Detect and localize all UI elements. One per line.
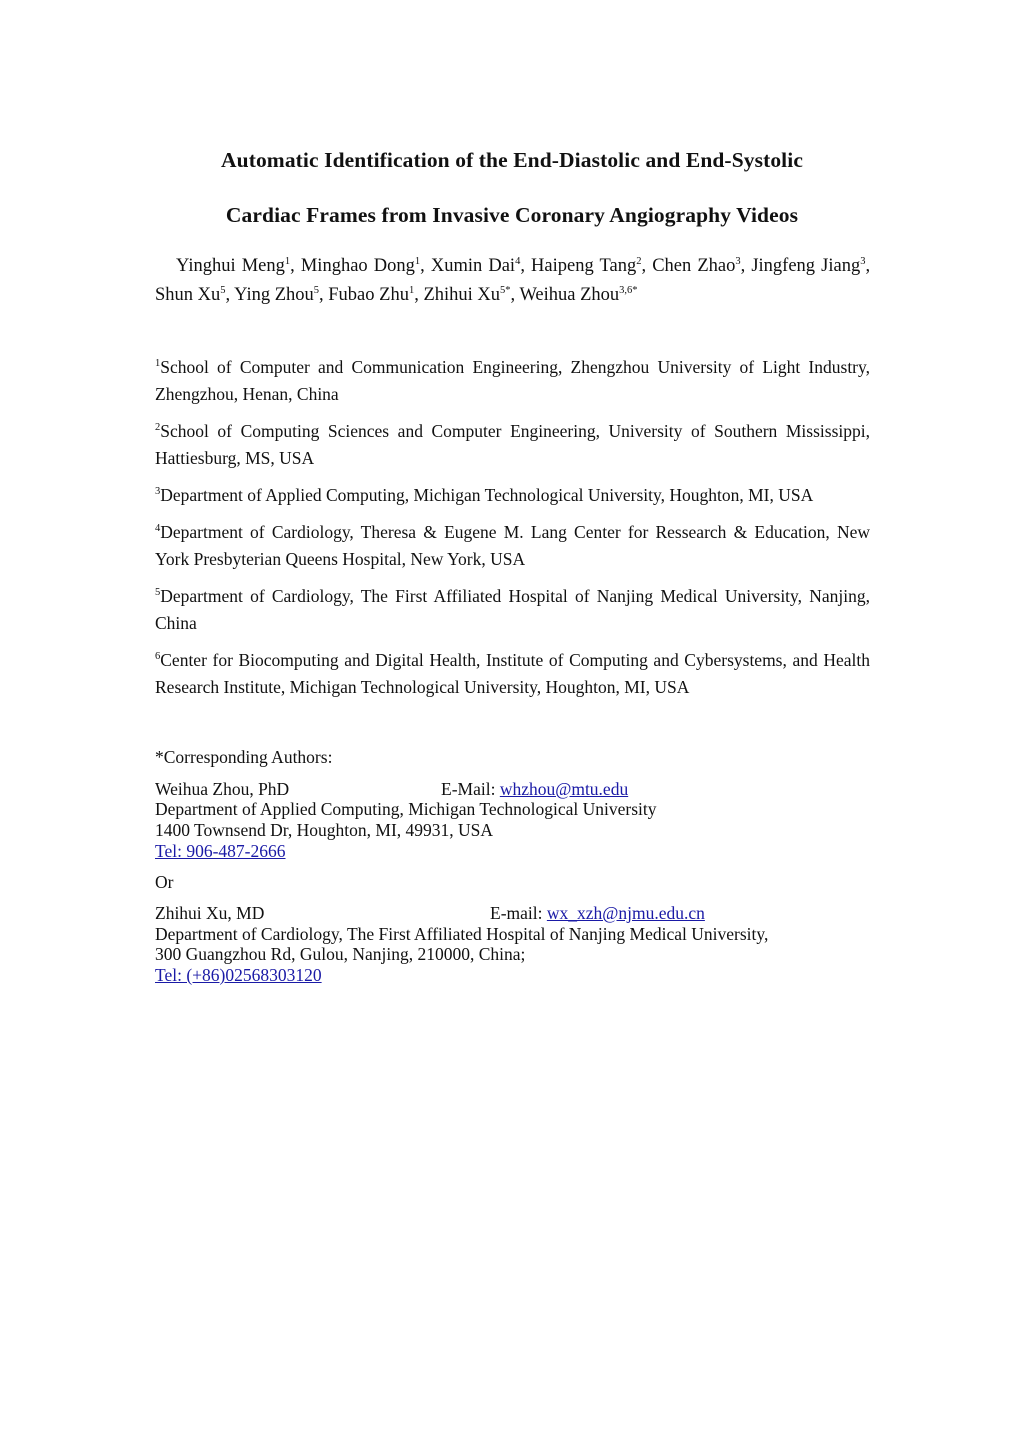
affiliation-3: $^3$Department of Applied Computing, Michigan Technological University, Houghton, MI, USA xyxy=(155,485,814,505)
author: Yinghui Meng$^1$, xyxy=(176,256,301,276)
corresponding-author-2-name: Zhihui Xu, MD xyxy=(155,903,265,923)
corresponding-author-2-address: 300 Guangzhou Rd, Gulou, Nanjing, 210000, China; xyxy=(155,944,526,964)
corresponding-author-1-email-row: E-Mail: whzhou@mtu.edu xyxy=(441,779,629,799)
tel-link-author-1[interactable]: Tel: 906-487-2666 xyxy=(155,841,286,861)
affiliation-6: $^6$Center for Biocomputing and Digital Health, Institute of Computing and Cybersystems, and Health Research Institute, Michigan Technological University, Houghton, MI, USA xyxy=(155,650,870,697)
affiliation-2: $^2$School of Computing Sciences and Computer Engineering, University of Southern Mississippi, Hattiesburg, MS, USA xyxy=(155,421,870,468)
corresponding-author-2-email-row: E-mail: wx_xzh@njmu.edu.cn xyxy=(490,903,705,923)
author: Jingfeng Jiang$^3$, xyxy=(751,256,871,276)
author: Shun Xu$^5$, xyxy=(155,285,235,305)
author: Weihua Zhou$^{3,6*}$ xyxy=(519,285,638,305)
affiliation-1: $^1$School of Computer and Communication Engineering, Zhengzhou University of Light Industry, Zhengzhou, Henan, China xyxy=(155,357,870,404)
author: Chen Zhao$^3$, xyxy=(652,256,752,276)
author: Minghao Dong$^1$, xyxy=(300,256,431,276)
affiliation-5: $^5$Department of Cardiology, The First Affiliated Hospital of Nanjing Medical University, Nanjing, China xyxy=(155,586,870,633)
author: Fubao Zhu$^1$, xyxy=(328,285,424,305)
author: Zhihui $Xu^{5*}$, xyxy=(423,285,520,305)
corresponding-author-1-dept: Department of Applied Computing, Michigan Technological University xyxy=(155,799,657,819)
tel-link-author-2[interactable]: Tel: (+86)02568303120 xyxy=(155,965,322,985)
corresponding-heading: *Corresponding Authors: xyxy=(155,747,333,767)
email-link-whzhou[interactable]: whzhou@mtu.edu xyxy=(499,779,629,799)
author: Haipeng Tang$^2$, xyxy=(531,256,653,276)
or-separator: Or xyxy=(155,872,174,892)
author: Xumin Dai$^4$, xyxy=(430,256,532,276)
author-list xyxy=(155,252,870,310)
affiliation-4: $^4$Department of Cardiology, Theresa & Eugene M. Lang Center for Ressearch & Education, New York Presbyterian Queens Hospital, New York, USA xyxy=(155,522,870,569)
corresponding-author-2-dept: Department of Cardiology, The First Affiliated Hospital of Nanjing Medical University, xyxy=(155,924,769,944)
corresponding-author-1-name: Weihua Zhou, PhD xyxy=(155,779,290,799)
paper-title-line-2: Cardiac Frames from Invasive Coronary Angiography Videos xyxy=(225,203,799,227)
author: Ying Zhou$^5$, xyxy=(234,285,329,305)
corresponding-author-1-address: 1400 Townsend Dr, Houghton, MI, 49931, USA xyxy=(155,820,494,840)
paper-title-line-1: Automatic Identification of the End-Diastolic and End-Systolic xyxy=(221,148,803,172)
email-link-wx-xzh[interactable]: wx_xzh@njmu.edu.cn xyxy=(546,903,705,923)
